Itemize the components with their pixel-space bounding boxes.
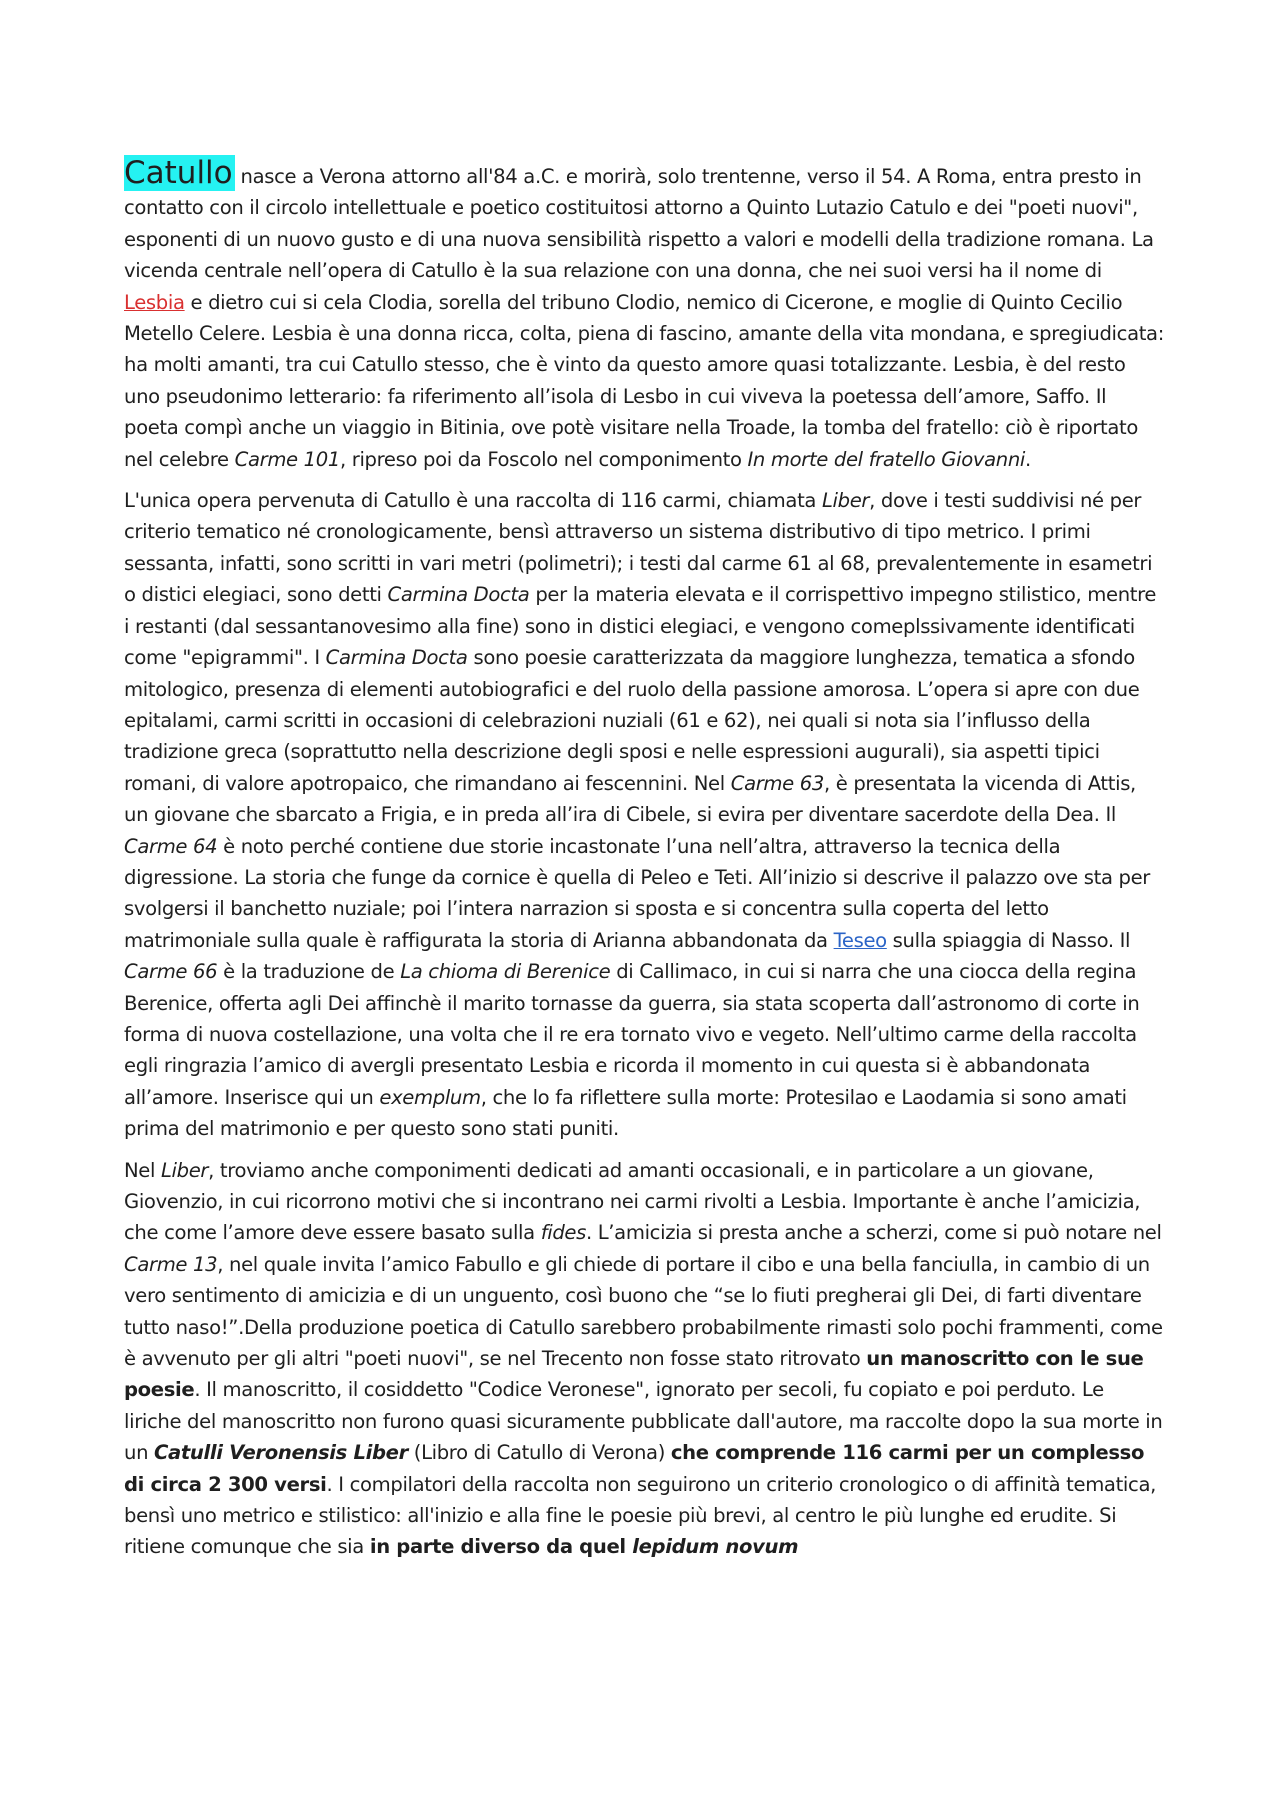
bold-text [632, 1535, 798, 1558]
bold-text: un manoscritto con le sue poesie [124, 1347, 1144, 1402]
text: . Il manoscritto, il cosiddetto "Codice Veronese", ignorato per secoli, fu copiato e poi perduto. Le liriche del manoscritto non furono quasi sicuramente pubblicate dall'autore, ma raccolte dopo la sua morte in un [124, 1378, 1163, 1465]
highlighted-word: Catullo [124, 155, 233, 191]
text: di Callimaco, in cui si narra che una ciocca della regina Berenice, offerta agli Dei affinchè il marito tornasse da guerra, sia stata scoperta dall’astronomo di corte in forma di nuova costellazione, una volta che il re era tornato vivo e vegeto. Nell’ultimo carme della raccolta egli ringrazia l’amico di avergli presentato Lesbia e ricorda il momento in cui questa si è abbandonata all’amore. Inserisce qui un [124, 960, 1140, 1109]
text: . I compilatori della raccolta non seguirono un criterio cronologico o di affinità tematica, bensì uno metrico e stilistico: all'inizio e alla fine le poesie più brevi, al centro le più lunghe ed erudite. Si ritiene comunque che sia [124, 1472, 1156, 1559]
italic-text: fides [540, 1221, 586, 1245]
italic-text: Carme 64 [124, 834, 218, 858]
italic-text: Carme 101 [234, 447, 340, 471]
bold-italic-text: lepidum novum [632, 1535, 799, 1559]
text: e dietro cui si cela Clodia, sorella del tribuno Clodio, nemico di Cicerone, e moglie di Quinto Cecilio Metello Celere. Lesbia è una donna ricca, colta, piena di fascino, amante della vita mondana, e spregiudicata: ha molti amanti, tra cui Catullo stesso, che è vinto da questo amore quasi totalizzante. Lesbia, è del resto uno pseudonimo letterario: fa riferimento all’isola di Lesbo in cui viveva la poetessa dell’amore, Saffo. Il poeta compì anche un viaggio in Bitinia, ove potè visitare nella Troade, la tomba del fratello: ciò è riportato nel celebre [124, 290, 1164, 471]
italic-text: Liber [821, 489, 870, 513]
link-teseo[interactable]: Teseo [833, 928, 887, 952]
text: . L’amicizia si presta anche a scherzi, come si può notare nel [585, 1221, 1162, 1245]
bold-italic-text: Catulli Veronensis Liber [154, 1441, 408, 1465]
bold-text: che comprende 116 carmi per un complesso di circa 2 300 versi [124, 1441, 1145, 1496]
paragraph-1 [124, 155, 1164, 475]
italic-text: Carme 63 [730, 771, 824, 795]
document-body [124, 155, 1164, 1573]
text: è noto perché contiene due storie incastonate l’una nell’altra, attraverso la tecnica della digressione. La storia che funge da cornice è quella di Peleo e Teti. All’inizio si descrive il palazzo ove sta per svolgersi il banchetto nuziale; poi l’intera narrazion si sposta e si concentra sulla coperta del letto matrimoniale sulla quale è raffigurata la storia di Arianna abbandonata da [124, 834, 1150, 952]
italic-text: In morte del fratello Giovanni [747, 447, 1025, 471]
italic-text: Carmina Docta [387, 583, 530, 607]
text: L'unica opera pervenuta di Catullo è una raccolta di 116 carmi, chiamata [124, 489, 822, 513]
text: Nel [124, 1158, 161, 1182]
italic-text: Carmina Docta [325, 646, 468, 670]
text: , troviamo anche componimenti dedicati ad amanti occasionali, e in particolare a un giovane, Giovenzio, in cui ricorrono motivi che si incontrano nei carmi rivolti a Lesbia. Importante è anche l’amicizia, che come l’amore deve essere basato sulla [124, 1158, 1141, 1245]
text: , ripreso poi da Foscolo nel componimento [340, 447, 748, 471]
text: sono poesie caratterizzata da maggiore lunghezza, tematica a sfondo mitologico, presenza di elementi autobiografici e del ruolo della passione amorosa. L’opera si apre con due epitalami, carmi scritti in occasioni di celebrazioni nuziali (61 e 62), nei quali si nota sia l’influsso della tradizione greca (soprattutto nella descrizione degli sposi e nelle espressioni augurali), sia aspetti tipici romani, di valore apotropaico, che rimandano ai fescennini. Nel [124, 646, 1140, 795]
text: , dove i testi suddivisi né per criterio tematico né cronologicamente, bensì attraverso un sistema distributivo di tipo metrico. I primi sessanta, infatti, sono scritti in vari metri (polimetri); i testi dal carme 61 al 68, prevalentemente in esametri o distici elegiaci, sono detti [124, 489, 1153, 607]
text: , è presentata la vicenda di Attis, un giovane che sbarcato a Frigia, e in preda all’ira di Cibele, si evira per diventare sacerdote della Dea. Il [124, 771, 1136, 827]
text: , che lo fa riflettere sulla morte: Protesilao e Laodamia si sono amati prima del matrimonio e per questo sono stati puniti. [124, 1085, 1127, 1141]
bold-text: in parte diverso da quel [369, 1535, 633, 1559]
text: nasce a Verona attorno all'84 a.C. e morirà, solo trentenne, verso il 54. A Roma, entra presto in contatto con il circolo intellettuale e poetico costituitosi attorno a Quinto Lutazio Catulo e dei "poeti nuovi", esponenti di un nuovo gusto e di una nuova sensibilità rispetto a valori e modelli della tradizione romana. La vicenda centrale nell’opera di Catullo è la sua relazione con una donna, che nei suoi versi ha il nome di [124, 165, 1154, 283]
italic-text: exemplum [379, 1085, 481, 1109]
paragraph-2 [124, 485, 1164, 1145]
text: sulla spiaggia di Nasso. Il [886, 928, 1131, 952]
text: , nel quale invita l’amico Fabullo e gli chiede di portare il cibo e una bella fanciulla, in cambio di un vero sentimento di amicizia e di un unguento, così buono che “se lo fiuti pregherai gli Dei, di farti diventare tutto naso!”.Della produzione poetica di Catullo sarebbero probabilmente rimasti solo pochi frammenti, come è avvenuto per gli altri "poeti nuovi", se nel Trecento non fosse stato ritrovato [124, 1252, 1163, 1371]
link-lesbia[interactable]: Lesbia [124, 290, 185, 314]
italic-text: Liber [160, 1158, 209, 1182]
italic-text: Carme 13 [124, 1252, 218, 1276]
text: è la traduzione de [217, 960, 401, 984]
italic-text: Carme 66 [124, 960, 218, 984]
text: per la materia elevata e il corrispettivo impegno stilistico, mentre i restanti (dal sessantanovesimo alla fine) sono in distici elegiaci, e vengono comeplssivamente identificati come "epigrammi". I [124, 583, 1157, 670]
text: . [1024, 447, 1031, 471]
bold-text [154, 1441, 408, 1464]
paragraph-3 [124, 1155, 1164, 1563]
text: (Libro di Catullo di Verona) [407, 1441, 671, 1465]
italic-text: La chioma di Berenice [400, 960, 611, 984]
